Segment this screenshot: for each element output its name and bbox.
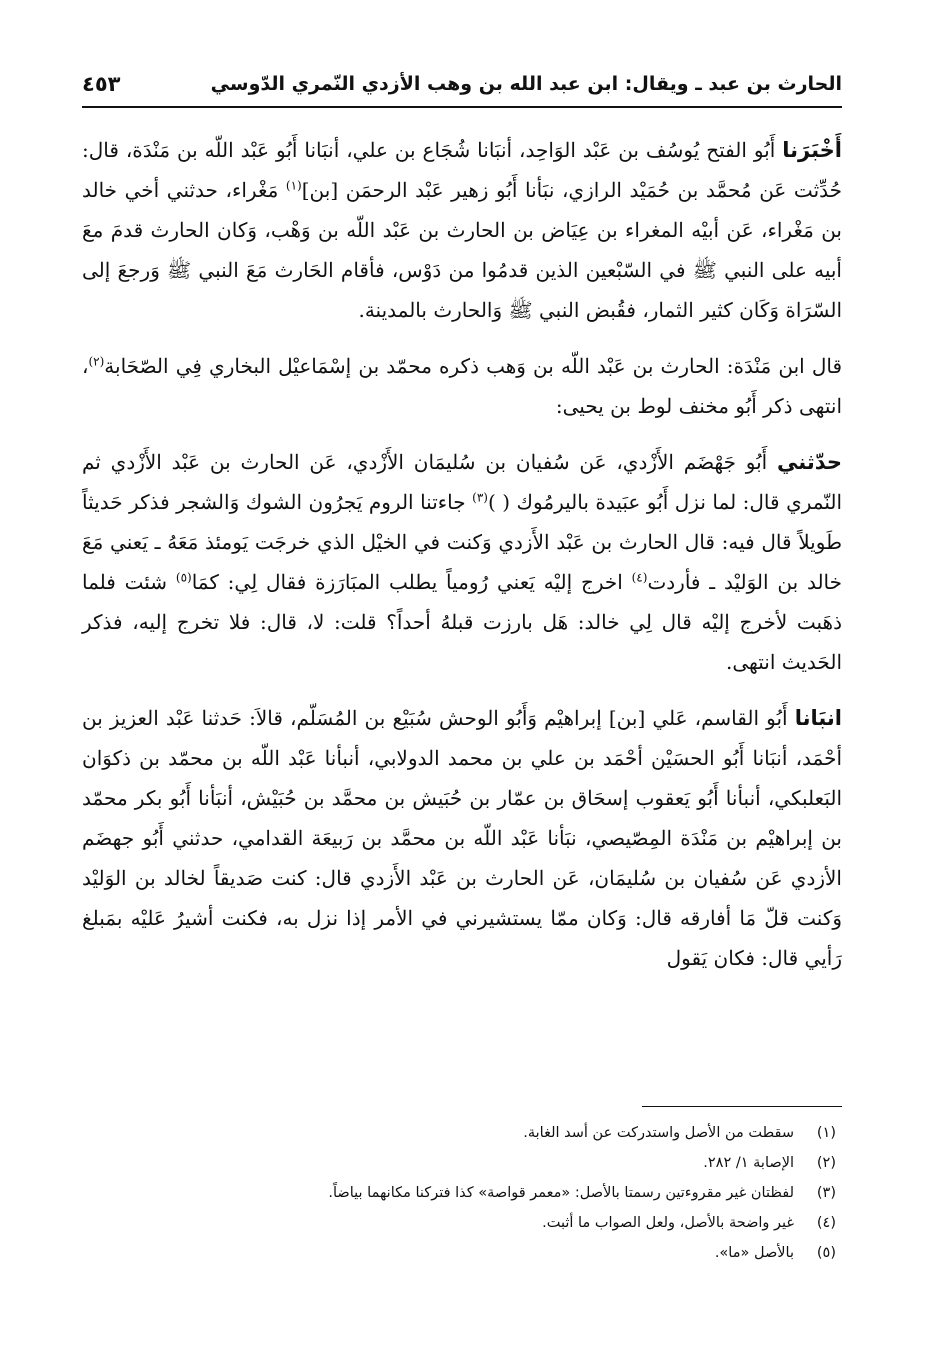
- footnote-item: [82, 1208, 836, 1238]
- footnote-ref: (٤): [631, 570, 648, 585]
- paragraph-text: ، انتهى ذكر أَبُو مخنف لوط بن يحيى:: [82, 354, 842, 418]
- footnote-number: (٣): [816, 1185, 836, 1201]
- footnote-text: بالأصل «ما».: [714, 1245, 794, 1261]
- footnote-text: غير واضحة بالأصل، ولعل الصواب ما أثبت.: [542, 1215, 794, 1231]
- paragraph-3: [82, 442, 842, 682]
- page-number: ٤٥٣: [82, 72, 121, 96]
- footnote-item: [82, 1238, 836, 1268]
- footnote-number: (١): [816, 1125, 836, 1141]
- paragraph-2: [82, 346, 842, 426]
- paragraph-text: شئت فلما ذهَبت لأخرج إليْه قال لِي خالد: هَل بارزت قبلهُ أحداً؟ قلت: لا، قال: فلا تخرج إليه، فذكر الحَديث انتهى.: [82, 570, 842, 674]
- paragraph-text: مَغْراء، حدثني أخي خالد بن مَغْراء، عَن أبيْه المغراء بن عِيَاض بن الحارث بن عَبْد اللّه بن وَهْب، وَكان الحارث قدمَ معَ أبيه على النبي ﷺ في السّبْعين الذين قدمُوا من دَوْس، فأقام الحَارث مَعَ النبي ﷺ وَرجعَ إلى السّرَاة وَكَان كثير الثمار، فقُبض النبي ﷺ وَالحارث بالمدينة.: [82, 178, 842, 322]
- footnote-number: (٤): [816, 1215, 836, 1231]
- paragraph-text: قال ابن مَنْدَة: الحارث بن عَبْد اللّه بن وَهب ذكره محمّد بن إسْمَاعيْل البخاري فِي الصّحَابة: [104, 354, 842, 378]
- paragraph-text: أَبُو القاسم، عَلي [بن] إبراهيْم وَأَبُو الوحش سُبَيْع بن المُسَلّم، قالاَ: حَدثنا عَبْد العزيز بن أحْمَد، أنبَانا أَبُو الحسَيْن أحْمَد بن علي بن محمد الدولابي، أنبأنا عَبْد اللّه بن محمّد بن ذكوَان البَعلبكي، أنبأنا أَبُو يَعقوب إسحَاق بن عمّار بن حُبَيش بن محمَّد بن حُبَيْش، أنبَأنا أَبُو بكر محمّد بن إبراهيْم بن مَنْدَة المِصّيصي، نبَأنا عَبْد اللّه بن محمَّد بن رَبيعَة القدامي، حدثني أَبُو جهضَم الأزدي عَن سُفيان بن سُليمَان، عَن الحارث بن عَبْد الأَزدي قال: كنت صَديقاً لخالد بن الوَليْد وَكنت قلّ مَا أفارقه قال: وَكان ممّا يستشيرني في الأمر إذا نزل به، فكنت أشيرُ عَليْه بمَبلغ رَأيي قال: فكان يَقول: [82, 706, 842, 970]
- footnote-text: سقطت من الأصل واستدركت عن أسد الغابة.: [523, 1125, 794, 1141]
- main-text: [82, 130, 842, 994]
- paragraph-text: اخرج إليْه يَعني رُومياً يطلب المبَارَزة فقال لِي: كمَا: [191, 570, 632, 594]
- footnote-text: لفظتان غير مقروءتين رسمتا بالأصل: «معمر قواصة» كذا فتركنا مكانهما بياضاً.: [328, 1185, 794, 1201]
- footnote-number: (٥): [816, 1245, 836, 1261]
- footnote-ref: (٢): [88, 354, 105, 369]
- footnote-text: الإصابة ١/ ٢٨٢.: [703, 1155, 794, 1171]
- footnote-item: [82, 1178, 836, 1208]
- footnote-divider: [642, 1106, 842, 1107]
- paragraph-lead: انبَانا: [794, 706, 842, 730]
- footnotes: [82, 1118, 836, 1268]
- paragraph-lead: أَخْبَرَنا: [782, 138, 842, 162]
- footnote-ref: (١): [285, 178, 302, 193]
- paragraph-text: أَبُو جَهْضَم الأَزْدي، عَن سُفيان بن سُليمَان الأَزْدي، عَن الحارث بن عَبْد الأَزْدي ثم النّمري قال: لما نزل أَبُو عبَيدة باليرمُوك ( ): [82, 450, 843, 514]
- footnote-item: [82, 1118, 836, 1148]
- footnote-number: (٢): [816, 1155, 836, 1171]
- running-title: الحارث بن عبد ـ ويقال: ابن عبد الله بن وهب الأزدي النّمري الدّوسي: [210, 73, 842, 95]
- paragraph-lead: حدّثني: [777, 450, 842, 474]
- paragraph-4: [82, 698, 842, 978]
- paragraph-1: [82, 130, 842, 330]
- footnote-ref: (٣): [472, 490, 488, 505]
- footnote-ref: (٥): [175, 570, 192, 585]
- page-header: [82, 62, 842, 108]
- paragraph-text: أَبُو الفتح يُوسُف بن عَبْد الوَاحِد، أنبَانا شُجَاع بن علي، أنبَانا أَبُو عَبْد اللّه بن مَنْدَة، قال: حُدِّثت عَن مُحمَّد بن حُمَيْد الرازي، نبَأنا أَبُو زهير عَبْد الرحمَن [بن]: [82, 138, 842, 202]
- paragraph-text: جاءتنا الروم يَجرُون الشوك وَالشجر فذكر حَديثاً طَويلاً قال فيه: قال الحارث بن عَبْد الأَزدي وَكنت في الخيْل الذي خرجَت يَومئذ مَعَهُ ـ يَعني مَعَ خالد بن الوَليْد ـ فأردت: [82, 490, 842, 594]
- footnote-item: [82, 1148, 836, 1178]
